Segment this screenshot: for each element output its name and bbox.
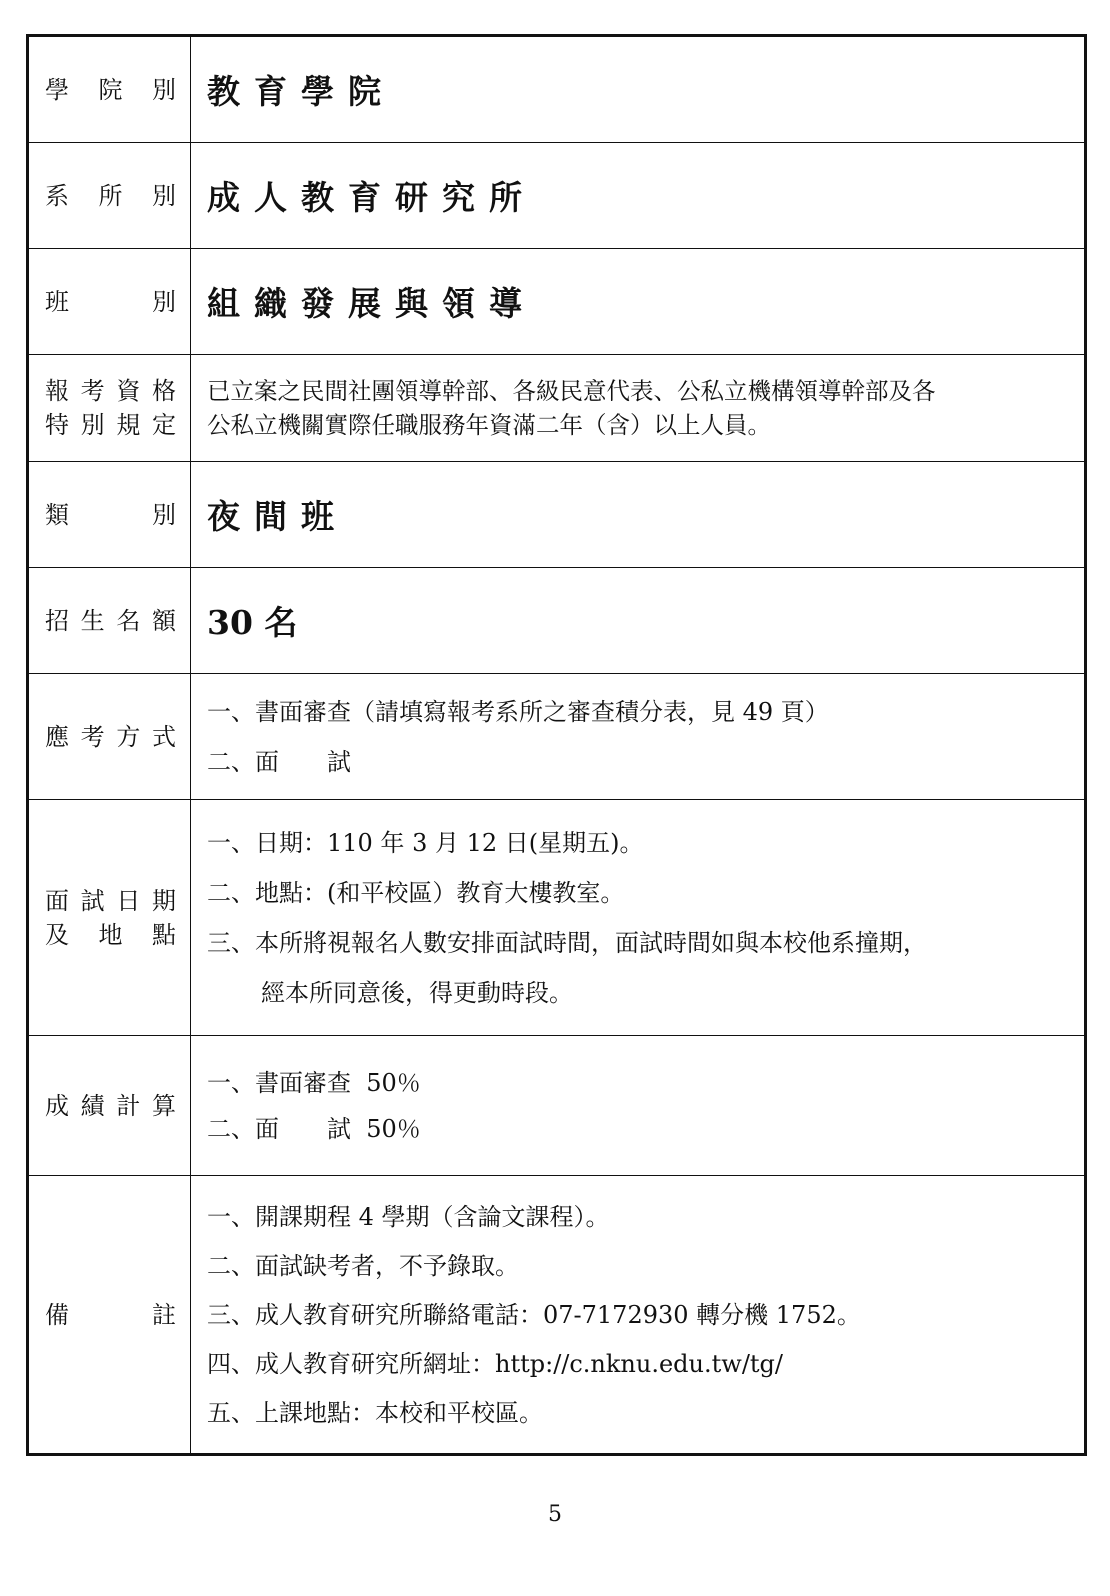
label-char: 期 [151,886,176,915]
list-item-continuation: 經本所同意後，得更動時段。 [261,978,573,1007]
label-char: 系 [45,181,69,210]
label-char: 考 [80,722,105,751]
list-item: 二、面 試 [207,747,351,776]
label-char: 別 [152,75,176,104]
category-value: 夜間班 [207,497,348,536]
label-quota [28,568,191,674]
admission-info-table [26,34,1087,1456]
class-value: 組織發展與領導 [207,284,536,323]
label-char: 考 [80,377,105,405]
list-item: 二、面 試 50％ [207,1114,421,1143]
row-exam-method [28,674,1086,800]
label-eligibility [28,355,191,462]
row-category [28,462,1086,568]
label-char: 所 [98,181,123,210]
label-char: 規 [116,411,141,439]
label-char: 績 [80,1091,105,1120]
label-char: 算 [151,1091,176,1120]
label-char: 式 [151,722,176,751]
label-char: 班 [45,287,69,316]
label-remarks [28,1176,191,1455]
row-class [28,249,1086,355]
label-char: 格 [151,377,176,405]
label-char: 類 [45,500,69,529]
label-char: 成 [45,1091,69,1120]
label-char: 面 [45,886,69,915]
row-department [28,143,1086,249]
list-item: 一、日期：110 年 3 月 12 日(星期五)。 [207,828,644,857]
list-item: 三、本所將視報名人數安排面試時間，面試時間如與本校他系撞期， [207,928,927,957]
label-char: 別 [152,181,176,210]
label-char: 及 [45,920,69,949]
label-grading [28,1036,191,1176]
label-college [28,36,191,143]
list-item: 五、上課地點：本校和平校區。 [207,1398,543,1427]
row-quota [28,568,1086,674]
label-char: 招 [45,606,69,635]
label-char: 點 [152,920,176,949]
department-value: 成人教育研究所 [207,178,536,217]
label-char: 特 [45,411,69,439]
label-char: 學 [45,75,69,104]
label-char: 別 [152,500,176,529]
row-interview [28,800,1086,1036]
label-interview [28,800,191,1036]
label-char: 報 [45,377,69,405]
label-char: 日 [116,886,141,915]
list-item: 三、成人教育研究所聯絡電話：07-7172930 轉分機 1752。 [207,1300,861,1329]
label-char: 生 [80,606,105,635]
label-char: 別 [80,411,105,439]
label-char: 方 [116,722,141,751]
label-char: 院 [98,75,123,104]
label-char: 定 [151,411,176,439]
label-char: 別 [152,287,176,316]
page-number: 5 [548,1502,562,1527]
label-department [28,143,191,249]
quota-value: 30 名 [207,603,298,642]
label-char: 備 [45,1300,69,1329]
label-class [28,249,191,355]
list-item: 一、書面審查（請填寫報考系所之審查積分表，見 49 頁） [207,697,829,726]
label-char: 資 [116,377,141,405]
college-value: 教育學院 [207,72,395,111]
list-item: 一、開課期程 4 學期（含論文課程）。 [207,1202,610,1231]
row-remarks [28,1176,1086,1455]
list-item: 四、成人教育研究所網址：http://c.nknu.edu.tw/tg/ [207,1349,783,1378]
label-char: 地 [98,920,123,949]
list-item: 二、面試缺考者，不予錄取。 [207,1251,519,1280]
label-char: 額 [151,606,176,635]
label-char: 試 [80,886,105,915]
list-item: 二、地點：(和平校區）教育大樓教室。 [207,878,625,907]
eligibility-text-line2: 公私立機關實際任職服務年資滿二年（含）以上人員。 [207,411,771,439]
row-eligibility [28,355,1086,462]
eligibility-text-line1: 已立案之民間社團領導幹部、各級民意代表、公私立機構領導幹部及各 [207,377,936,405]
label-category [28,462,191,568]
label-char: 計 [116,1091,141,1120]
label-exam-method [28,674,191,800]
row-grading [28,1036,1086,1176]
list-item: 一、書面審查 50％ [207,1068,421,1097]
label-char: 註 [152,1300,176,1329]
label-char: 名 [116,606,141,635]
label-char: 應 [45,722,69,751]
row-college [28,36,1086,143]
